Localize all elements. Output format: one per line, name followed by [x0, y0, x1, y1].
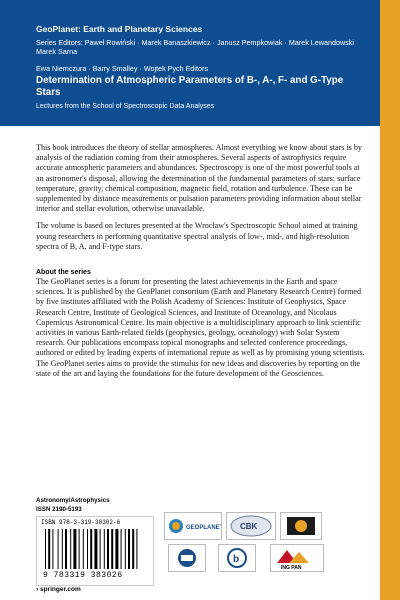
description-paragraph-1: This book introduces the theory of stellar atmospheres. Almost everything we know about stars is by analysis of the radiation coming from their atmospheres. Several aspects of astrophysics require accurate atmospheric parameters and abundances. Spectroscopy is one of the most powerful tools at an astronomer's disposal, allowing the determination of the fundamental parameters of stars: surface temperature, gravity, chemical composition, magnetic field, rotation and turbulence. These can be supplemented by distance measurements or pulsation parameters providing information about stellar interior and stellar evolution, otherwise unavailable.	[36, 143, 362, 214]
description	[36, 143, 366, 259]
header-band	[0, 0, 400, 126]
book-editors: Ewa Niemczura · Barry Smalley · Wojtek Pych Editors	[36, 64, 209, 73]
series-editors-line1: Series Editors: Paweł Rowiński · Marek Banaszkiewicz · Janusz Pempkowiak · Marek Lewandowski	[36, 38, 354, 47]
camk-logo	[280, 512, 322, 540]
book-subtitle: Lectures from the School of Spectroscopic Data Analyses	[36, 103, 215, 110]
about-heading: About the series	[36, 269, 91, 276]
book-title-line2: Stars	[36, 87, 61, 98]
geoplanet-logo-text: GEOPLANET	[186, 525, 221, 531]
category-label: Astronomy/Astrophysics	[36, 497, 110, 504]
cbk-logo	[226, 512, 276, 540]
series-editors	[36, 38, 366, 56]
series-editors-line2: Marek Sarna	[36, 47, 78, 56]
about-text: The GeoPlanet series is a forum for presenting the latest achievements in the Earth and space sciences. It is published by the GeoPlanet consortium (Earth and Planetary Research Centre) formed by five institutes affiliated with the Polish Academy of Sciences: Institute of Geophysics, Space Research Centre, Institute of Geological Sciences, and Institute of Oceanology, and Nicolaus Copernicus Astronomical Centre. Its main objective is a multidisciplinary approach to link scientific activities in various Earth-related fields (geophysics, geology, oceanology) with Solar System research. Our publications encompass topical monographs and selected conference proceedings, authored or edited by leading experts of international repute as well as by promising young scientists. The GeoPlanet series aims to provide the stimulus for new ideas and discoveries by reporting on the state of the art and laying the foundations for the future development of the Geosciences.	[36, 277, 365, 378]
ing-pan-logo	[270, 544, 324, 572]
institute-logo-1	[168, 544, 206, 572]
book-title	[36, 75, 366, 99]
issn-label: ISSN 2190-5193	[36, 506, 82, 513]
isbn-digits: 9 783319 383026	[43, 571, 123, 580]
accent-stripe	[380, 0, 400, 600]
book-title-line1: Determination of Atmospheric Parameters of B-, A-, F- and G-Type	[36, 75, 344, 86]
institute-logo-2	[218, 544, 256, 572]
about-series	[36, 269, 366, 379]
series-title: GeoPlanet: Earth and Planetary Sciences	[36, 24, 203, 34]
description-paragraph-2: The volume is based on lectures presented at the Wrocław's Spectroscopic School aimed at training young researchers in performing quantitative spectral analysis of low-, mid-, and high-resolution spectra of B, A, and F-type stars.	[36, 221, 358, 251]
geoplanet-logo	[164, 512, 222, 540]
publisher-link[interactable]: › springer.com	[36, 586, 81, 593]
ing-pan-logo-text: ING PAN	[281, 565, 302, 571]
svg-text:b: b	[233, 554, 240, 565]
barcode	[36, 516, 154, 586]
barcode-icon	[43, 529, 147, 569]
cbk-logo-text: CBK	[240, 522, 258, 531]
isbn-label: ISBN 978-3-319-38302-6	[41, 519, 121, 526]
